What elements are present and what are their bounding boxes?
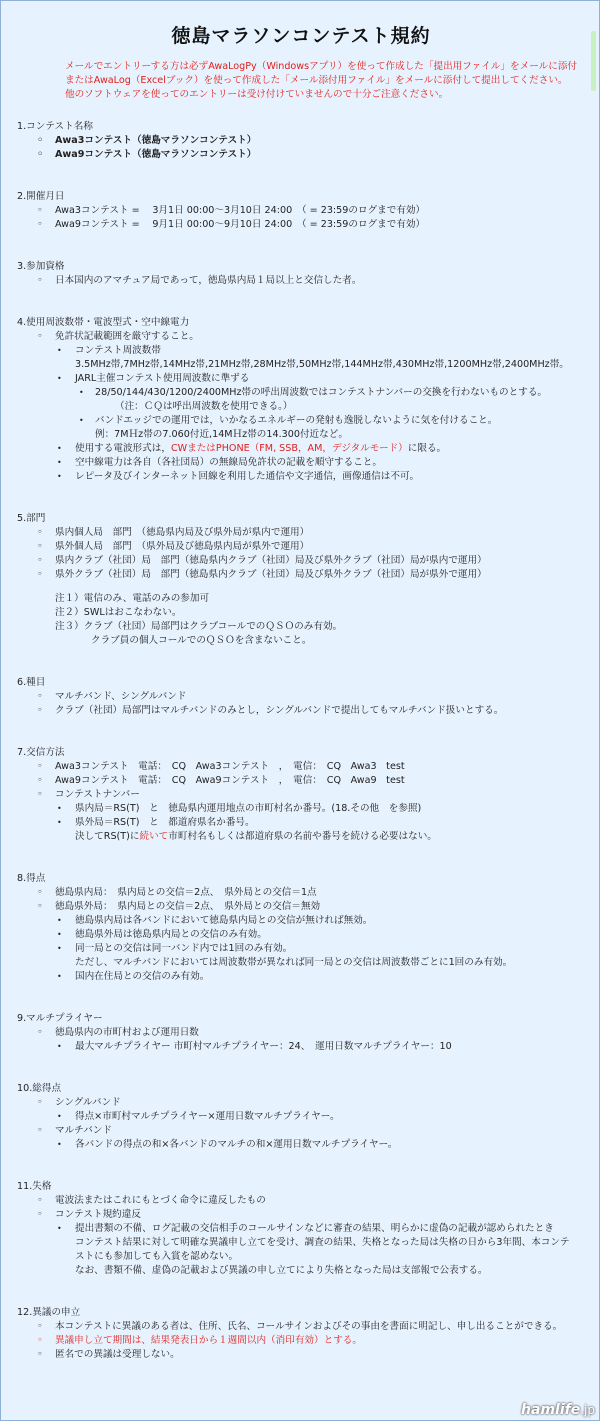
- list-item-text: 同一局との交信は同一バンド内では1回のみ有効。: [75, 943, 293, 954]
- section-exchange: [17, 746, 585, 844]
- section-title: 10.総得点: [17, 1083, 62, 1094]
- list-item: ◦ 県外クラブ（社団）局 部門（徳島県内クラブ（社団）局及び県外クラブ（社団）局が県外で運用）: [17, 568, 585, 582]
- band-title: コンテスト周波数帯: [75, 345, 161, 356]
- jarl-title: JARL主催コンテスト使用周波数に準ずる: [75, 373, 250, 384]
- notice-line-3: 他のソフトウェアを使ってのエントリーは受け付けていませんので十分ご注意ください。: [65, 89, 449, 100]
- logo-name: hamlife: [521, 1402, 581, 1418]
- section-title: 11.失格: [17, 1181, 52, 1192]
- list-item-cont: なお、書類不備、虚偽の記載および異議の申し立てにより失格となった局は支部報で公表する。: [75, 1265, 488, 1276]
- list-item-text: コンテスト規約違反: [55, 1209, 141, 1220]
- list-item-text: シングルバンド: [55, 1097, 121, 1108]
- list-item: ◦ Awa9コンテスト = 9月1日 00:00～9月10日 24:00 （ = 23:59のログまで有効）: [17, 218, 585, 232]
- list-item: • レピータ及びインターネット回線を利用した通信や文字通信，画像通信は不可。: [57, 470, 585, 484]
- section-total-score: [17, 1082, 585, 1152]
- note-text: 決してRS(T)に: [75, 831, 140, 842]
- section-multiplier: [17, 1012, 585, 1054]
- jarl-rule-2: バンドエッジでの運用では，いかなるエネルギーの発射も逸脱しないように気を付けること。: [95, 415, 498, 426]
- note-3: 注３）クラブ（社団）局部門はクラブコールでのＱＳＯのみ有効。: [55, 621, 343, 632]
- page-title: 徳島マラソンコンテスト規約: [171, 25, 431, 47]
- section-title: 2.開催月日: [17, 191, 65, 202]
- list-item: [57, 1222, 585, 1278]
- list-item: • 空中線電力は各自（各社団局）の無線局免許状の記載を順守すること。: [57, 456, 585, 470]
- logo-domain: .jp: [580, 1403, 595, 1417]
- section-contest-name: [17, 120, 585, 162]
- list-item: [17, 1096, 585, 1124]
- list-item-text: 県外局＝RS(T) と 都道府県名か番号。: [75, 817, 255, 828]
- section-frequency: [17, 316, 585, 484]
- note-highlight: 続いて: [139, 831, 169, 842]
- list-item: • 徳島県内局は各バンドにおいて徳島県内局との交信が無ければ無効。: [57, 914, 585, 928]
- list-item: [17, 1026, 585, 1054]
- band-list: 3.5MHz帯,7MHz帯,14MHz帯,21MHz帯,28MHz帯,50MHz帯,144MHz帯,430MHz帯,1200MHz帯,2400MHz帯。: [75, 359, 569, 370]
- list-item: [17, 1208, 585, 1278]
- list-item: ◦ マルチバンド、シングルバンド: [17, 690, 585, 704]
- list-item: ◦ Awa3コンテスト = 3月1日 00:00～3月10日 24:00 （ = 23:59のログまで有効）: [17, 204, 585, 218]
- scrollbar[interactable]: [591, 31, 596, 91]
- list-item: ◦ Awa3コンテスト（徳島マラソンコンテスト）: [17, 134, 585, 148]
- section-categories: [17, 676, 585, 718]
- list-item: ◦ 県内個人局 部門 （徳島県内局及び県外局が県内で運用）: [17, 526, 585, 540]
- section-title: 5.部門: [17, 513, 46, 524]
- list-item-text: 提出書類の不備、ログ記載の交信相手のコールサインなどに審査の結果、明らかに虚偽の記載が認められたとき: [75, 1223, 554, 1234]
- list-item-text: 免許状記載範囲を厳守すること。: [55, 331, 199, 342]
- section-title: 9.マルチプライヤー: [17, 1013, 103, 1024]
- list-item: ◦ Awa9コンテスト（徳島マラソンコンテスト）: [17, 148, 585, 162]
- list-item: [57, 942, 585, 970]
- section-title: 1.コンテスト名称: [17, 121, 93, 132]
- list-item: • 県内局＝RS(T) と 徳島県内運用地点の市町村名か番号。(18.その他 を参照): [57, 802, 585, 816]
- note-3-cont: クラブ員の個人コールでのＱＳＯを含まないこと。: [91, 635, 312, 646]
- section-dates: [17, 190, 585, 232]
- list-item: ◦ 電波法またはこれにもとづく命令に違反したもの: [17, 1194, 585, 1208]
- section-eligibility: [17, 260, 585, 288]
- list-item: • 得点×市町村マルチプライヤー×運用日数マルチプライヤー。: [57, 1110, 585, 1124]
- list-item: [17, 330, 585, 484]
- list-item: ◦ 匿名での異議は受理しない。: [17, 1348, 585, 1362]
- section-divisions: [17, 512, 585, 648]
- section-title: 12.異議の申立: [17, 1307, 81, 1318]
- mode-text: 使用する電波形式は，: [75, 443, 171, 454]
- list-item: [57, 816, 585, 844]
- list-item-cont: コンテスト結果に対して明確な異議申し立てを受け、調査の結果、失格となった局は失格の日から3年間、本コンテ: [75, 1237, 570, 1248]
- list-item: [17, 900, 585, 984]
- list-item: [57, 442, 585, 456]
- list-item: ◦ 徳島県内局： 県内局との交信＝2点、 県外局との交信＝1点: [17, 886, 585, 900]
- notice-line-1: メールでエントリーする方は必ずAwaLogPy（Windowsアプリ）を使って作成した「提出用ファイル」をメールに添付: [65, 61, 578, 72]
- section-title: 3.参加資格: [17, 261, 65, 272]
- list-item: • 各バンドの得点の和×各バンドのマルチの和×運用日数マルチプライヤー。: [57, 1138, 585, 1152]
- list-item: ◦ 日本国内のアマチュア局であって，徳島県内局１局以上と交信した者。: [17, 274, 585, 288]
- list-item: [57, 372, 585, 442]
- jarl-rule-1: 28/50/144/430/1200/2400MHz帯の呼出周波数ではコンテストナンバーの交換を行わないものとする。: [95, 387, 548, 398]
- hamlife-logo: [521, 1402, 595, 1418]
- section-objection: [17, 1306, 585, 1362]
- list-item: [75, 414, 585, 442]
- list-item: ◦ 県外個人局 部門 （県外局及び徳島県内局が県外で運用）: [17, 540, 585, 554]
- list-item: • 国内在住局との交信のみ有効。: [57, 970, 585, 984]
- section-title: 4.使用周波数帯・電波型式・空中線電力: [17, 317, 190, 328]
- jarl-rule-1-note: （注：ＣＱは呼出周波数を使用できる。）: [115, 401, 293, 412]
- list-item: ◦ 県内クラブ（社団）局 部門（徳島県内クラブ（社団）局及び県外クラブ（社団）局が県内で運用）: [17, 554, 585, 568]
- mode-text-end: に限る。: [407, 443, 447, 454]
- section-title: 6.種目: [17, 677, 46, 688]
- note-1: 注１）電信のみ、電話のみの参加可: [55, 593, 210, 604]
- list-item: [17, 788, 585, 844]
- list-item-cont: ただし、マルチバンドにおいては周波数帯が異なれば同一局との交信は周波数帯ごとに1回のみ有効。: [75, 957, 513, 968]
- section-title: 7.交信方法: [17, 747, 65, 758]
- list-item: ◦ クラブ（社団）局部門はマルチバンドのみとし，シングルバンドで提出してもマルチバンド扱いとする。: [17, 704, 585, 718]
- list-item: ◦ 本コンテストに異議のある者は、住所、氏名、コールサインおよびその事由を書面に明記し、申し出ることができる。: [17, 1320, 585, 1334]
- list-item: • 最大マルチプライヤー 市町村マルチプライヤー：24、 運用日数マルチプライヤー：10: [57, 1040, 585, 1054]
- list-item: ◦ Awa3コンテスト 電話： CQ Awa3コンテスト ， 電信： CQ Awa3 test: [17, 760, 585, 774]
- list-item-text: コンテストナンバー: [55, 789, 140, 800]
- note-2: 注２）SWLはおこなわない。: [55, 607, 182, 618]
- list-item-cont: ストにも参加しても入賞を認めない。: [75, 1251, 239, 1262]
- list-item-text: 徳島県内の市町村および運用日数: [55, 1027, 199, 1038]
- list-item: • 徳島県外局は徳島県内局との交信のみ有効。: [57, 928, 585, 942]
- section-scoring: [17, 872, 585, 984]
- list-item-text: マルチバンド: [55, 1125, 112, 1136]
- section-disqualification: [17, 1180, 585, 1278]
- note-text-end: 市町村名もしくは都道府県の名前や番号を続ける必要はない。: [168, 831, 437, 842]
- list-item: [57, 344, 585, 372]
- jarl-rule-2-note: 例：7MＨz帯の7.060付近,14MＨz帯の14.300付近など。: [95, 429, 348, 440]
- list-item: [75, 386, 585, 414]
- list-item: ◦ Awa9コンテスト 電話： CQ Awa9コンテスト ， 電信： CQ Awa9 test: [17, 774, 585, 788]
- mode-highlight: CWまたはPHONE（FM, SSB，AM，デジタルモード）: [170, 443, 408, 454]
- list-item: ◦ 異議申し立て期間は、結果発表日から１週間以内（消印有効）とする。: [17, 1334, 585, 1348]
- list-item: [17, 1124, 585, 1152]
- notice-line-2: またはAwaLog（Excelブック）を使って作成した「メール添付用ファイル」をメールに添付して提出してください。: [65, 75, 568, 86]
- list-item-text: 徳島県外局： 県内局との交信＝2点、 県外局との交信＝無効: [55, 901, 321, 912]
- entry-notice: [65, 60, 585, 102]
- section-title: 8.得点: [17, 873, 46, 884]
- division-notes: [55, 592, 585, 648]
